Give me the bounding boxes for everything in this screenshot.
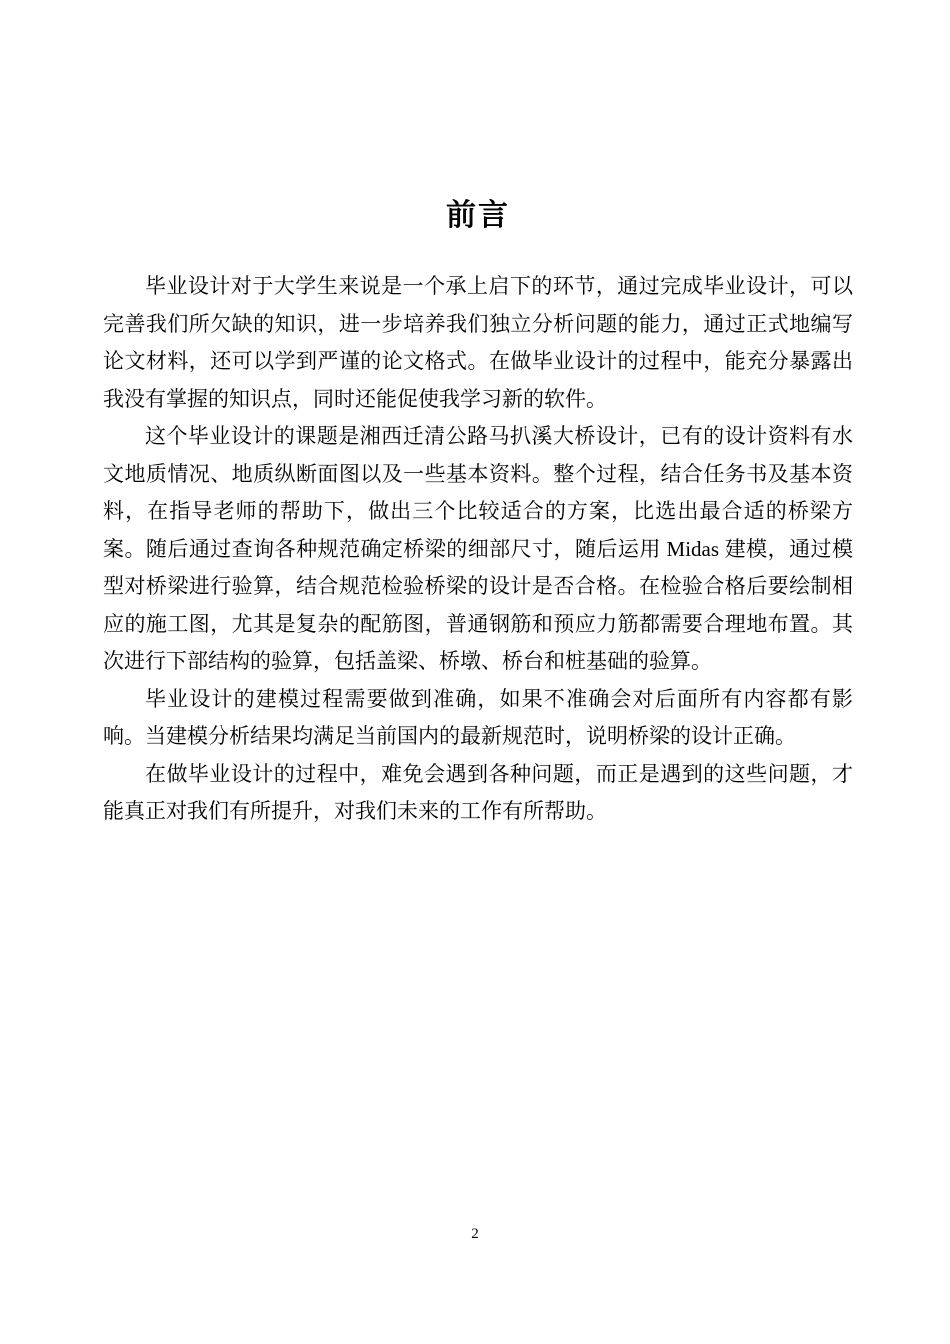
paragraph: 在做毕业设计的过程中，难免会遇到各种问题，而正是遇到的这些问题，才能真正对我们有所提升，对我们未来的工作有所帮助。	[103, 761, 853, 823]
paragraph: 这个毕业设计的课题是湘西迁清公路马扒溪大桥设计，已有的设计资料有水文地质情况、地质纵断面图以及一些基本资料。整个过程，结合任务书及基本资料，在指导老师的帮助下，做出三个比较适合的方案，比选出最合适的桥梁方案。随后通过查询各种规范确定桥梁的细部尺寸，随后运用 Midas 建模，通过模型对桥梁进行验算，结合规范检验桥梁的设计是否合格。在检验合格后要绘制相应的施工图，尤其是复杂的配筋图，普通钢筋和预应力筋都需要合理地布置。其次进行下部结构的验算，包括盖梁、桥墩、桥台和桩基础的验算。	[103, 424, 853, 673]
page-title: 前言	[446, 199, 510, 232]
page-number: 2	[471, 1226, 479, 1242]
document-body	[103, 268, 853, 831]
paragraph: 毕业设计的建模过程需要做到准确，如果不准确会对后面所有内容都有影响。当建模分析结果均满足当前国内的最新规范时，说明桥梁的设计正确。	[103, 686, 853, 748]
paragraph: 毕业设计对于大学生来说是一个承上启下的环节，通过完成毕业设计，可以完善我们所欠缺的知识，进一步培养我们独立分析问题的能力，通过正式地编写论文材料，还可以学到严谨的论文格式。在做毕业设计的过程中，能充分暴露出我没有掌握的知识点，同时还能促使我学习新的软件。	[103, 274, 853, 411]
